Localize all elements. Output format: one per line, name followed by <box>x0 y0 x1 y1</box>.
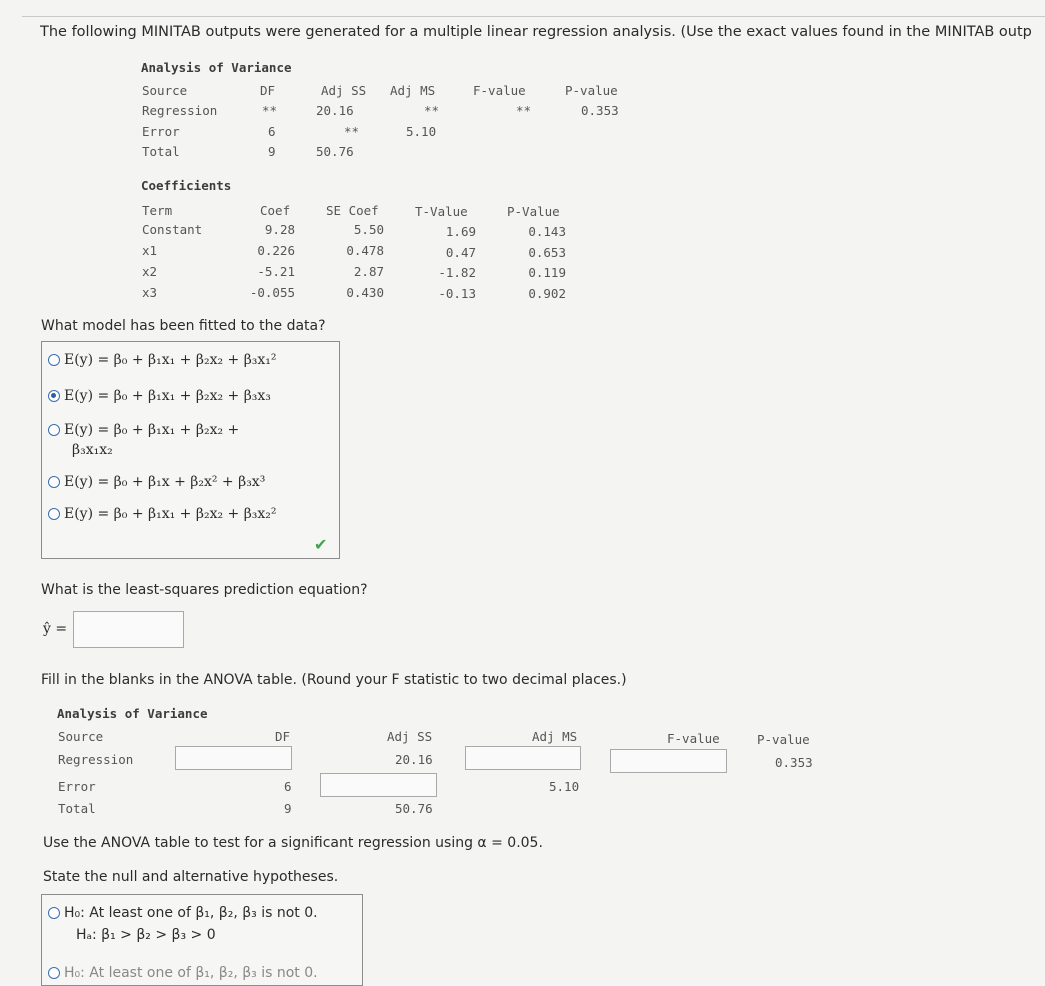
anova-fill-cell: 5.10 <box>549 779 580 794</box>
hypothesis-choice-2[interactable]: H₀: At least one of β₁, β₂, β₃ is not 0. <box>48 965 318 981</box>
anova-header-source: Source <box>142 83 188 98</box>
anova-header-adjss: Adj SS <box>321 83 367 98</box>
coef-header-t: T-Value <box>415 204 468 219</box>
coef-cell: 0.430 <box>346 285 384 300</box>
regression-adjms-input[interactable] <box>465 746 581 770</box>
anova-fill-title: Analysis of Variance <box>57 706 208 721</box>
coef-cell: 0.902 <box>528 286 566 301</box>
top-divider <box>22 16 1045 17</box>
coef-cell: -0.055 <box>249 285 295 300</box>
anova-fill-header-adjss: Adj SS <box>387 729 433 744</box>
hypotheses-instruction: State the null and alternative hypotheses. <box>43 869 339 885</box>
question-prediction: What is the least-squares prediction equation? <box>41 582 368 598</box>
anova-fill-cell: 0.353 <box>775 755 813 770</box>
anova-fill-header-adjms: Adj MS <box>532 729 578 744</box>
anova-fill-header-df: DF <box>275 729 291 744</box>
coef-title: Coefficients <box>141 178 232 193</box>
anova-cell: Total <box>142 144 180 159</box>
anova-cell: ** <box>344 124 360 139</box>
model-choice-2[interactable]: E(y) = β₀ + β₁x₁ + β₂x₂ + β₃x₃ <box>48 388 271 404</box>
coef-cell: 0.478 <box>346 243 384 258</box>
anova-fill-cell: Total <box>58 801 96 816</box>
coef-header-coef: Coef <box>260 203 291 218</box>
model-choice-3[interactable]: E(y) = β₀ + β₁x₁ + β₂x₂ + β₃x₁x₂ <box>48 422 239 458</box>
hypothesis-choice-1-ha: Hₐ: β₁ > β₂ > β₃ > 0 <box>76 927 216 943</box>
coef-cell: -5.21 <box>257 264 295 279</box>
anova-cell: ** <box>516 103 532 118</box>
radio-icon[interactable] <box>48 508 60 520</box>
coef-header-p: P-Value <box>507 204 560 219</box>
coef-cell: 0.653 <box>528 245 566 260</box>
correct-check-icon: ✔ <box>314 535 328 554</box>
anova-cell: 50.76 <box>316 144 354 159</box>
hypotheses-choices <box>41 894 363 986</box>
coef-cell: x3 <box>142 285 158 300</box>
anova-cell: 20.16 <box>316 103 354 118</box>
anova-fill-cell: 6 <box>284 779 292 794</box>
anova-fill-cell: Regression <box>58 752 134 767</box>
model-choice-5[interactable]: E(y) = β₀ + β₁x₁ + β₂x₂ + β₃x₂² <box>48 506 277 522</box>
coef-cell: 9.28 <box>264 222 295 237</box>
question-model: What model has been fitted to the data? <box>41 318 326 334</box>
coef-cell: x1 <box>142 243 158 258</box>
anova-cell: 5.10 <box>406 124 437 139</box>
coef-cell: Constant <box>142 222 203 237</box>
question-anova-fill: Fill in the blanks in the ANOVA table. (Round your F statistic to two decimal places.) <box>41 672 627 688</box>
anova-header-p: P-value <box>565 83 618 98</box>
anova-header-adjms: Adj MS <box>390 83 436 98</box>
coef-cell: 1.69 <box>445 224 476 239</box>
anova-fill-header-f: F-value <box>667 731 720 746</box>
radio-icon[interactable] <box>48 354 60 366</box>
coef-header-se: SE Coef <box>326 203 379 218</box>
anova-header-f: F-value <box>473 83 526 98</box>
radio-icon[interactable] <box>48 907 60 919</box>
coef-cell: 5.50 <box>353 222 384 237</box>
prediction-equation-input[interactable] <box>73 611 184 648</box>
regression-df-input[interactable] <box>175 746 292 770</box>
anova-cell: 6 <box>268 124 276 139</box>
coef-header-term: Term <box>142 203 173 218</box>
anova-fill-header-p: P-value <box>757 732 810 747</box>
f-value-input[interactable] <box>610 749 727 773</box>
coef-cell: -0.13 <box>438 286 476 301</box>
model-choice-1[interactable]: E(y) = β₀ + β₁x₁ + β₂x₂ + β₃x₁² <box>48 352 277 368</box>
anova-header-df: DF <box>260 83 276 98</box>
anova-cell: Regression <box>142 103 218 118</box>
yhat-label: ŷ = <box>43 621 68 637</box>
radio-selected-icon[interactable] <box>48 390 60 402</box>
anova-title: Analysis of Variance <box>141 60 292 75</box>
anova-cell: 9 <box>268 144 276 159</box>
anova-cell: ** <box>262 103 278 118</box>
anova-cell: ** <box>424 103 440 118</box>
coef-cell: 2.87 <box>353 264 384 279</box>
radio-icon[interactable] <box>48 424 60 436</box>
hypothesis-choice-1[interactable]: H₀: At least one of β₁, β₂, β₃ is not 0. Hₐ: β₁ > β₂ > β₃ > 0 <box>48 905 318 943</box>
coef-cell: 0.47 <box>445 245 476 260</box>
intro-text: The following MINITAB outputs were generated for a multiple linear regression analysis. (Use the exact values found in the MINITAB outp <box>40 24 1032 40</box>
coef-cell: x2 <box>142 264 158 279</box>
anova-fill-cell: Error <box>58 779 96 794</box>
coef-cell: 0.119 <box>528 265 566 280</box>
model-choice-4[interactable]: E(y) = β₀ + β₁x + β₂x² + β₃x³ <box>48 474 265 490</box>
coef-cell: -1.82 <box>438 265 476 280</box>
error-adjss-input[interactable] <box>320 773 437 797</box>
anova-fill-header-source: Source <box>58 729 104 744</box>
question-significance: Use the ANOVA table to test for a significant regression using α = 0.05. <box>43 835 543 851</box>
radio-icon[interactable] <box>48 476 60 488</box>
anova-fill-cell: 9 <box>284 801 292 816</box>
anova-cell: 0.353 <box>581 103 619 118</box>
anova-fill-cell: 50.76 <box>395 801 433 816</box>
model-choices <box>41 341 340 559</box>
radio-icon[interactable] <box>48 967 60 979</box>
coef-cell: 0.143 <box>528 224 566 239</box>
anova-fill-cell: 20.16 <box>395 752 433 767</box>
model-choice-3-cont: β₃x₁x₂ <box>72 442 113 458</box>
anova-cell: Error <box>142 124 180 139</box>
coef-cell: 0.226 <box>257 243 295 258</box>
